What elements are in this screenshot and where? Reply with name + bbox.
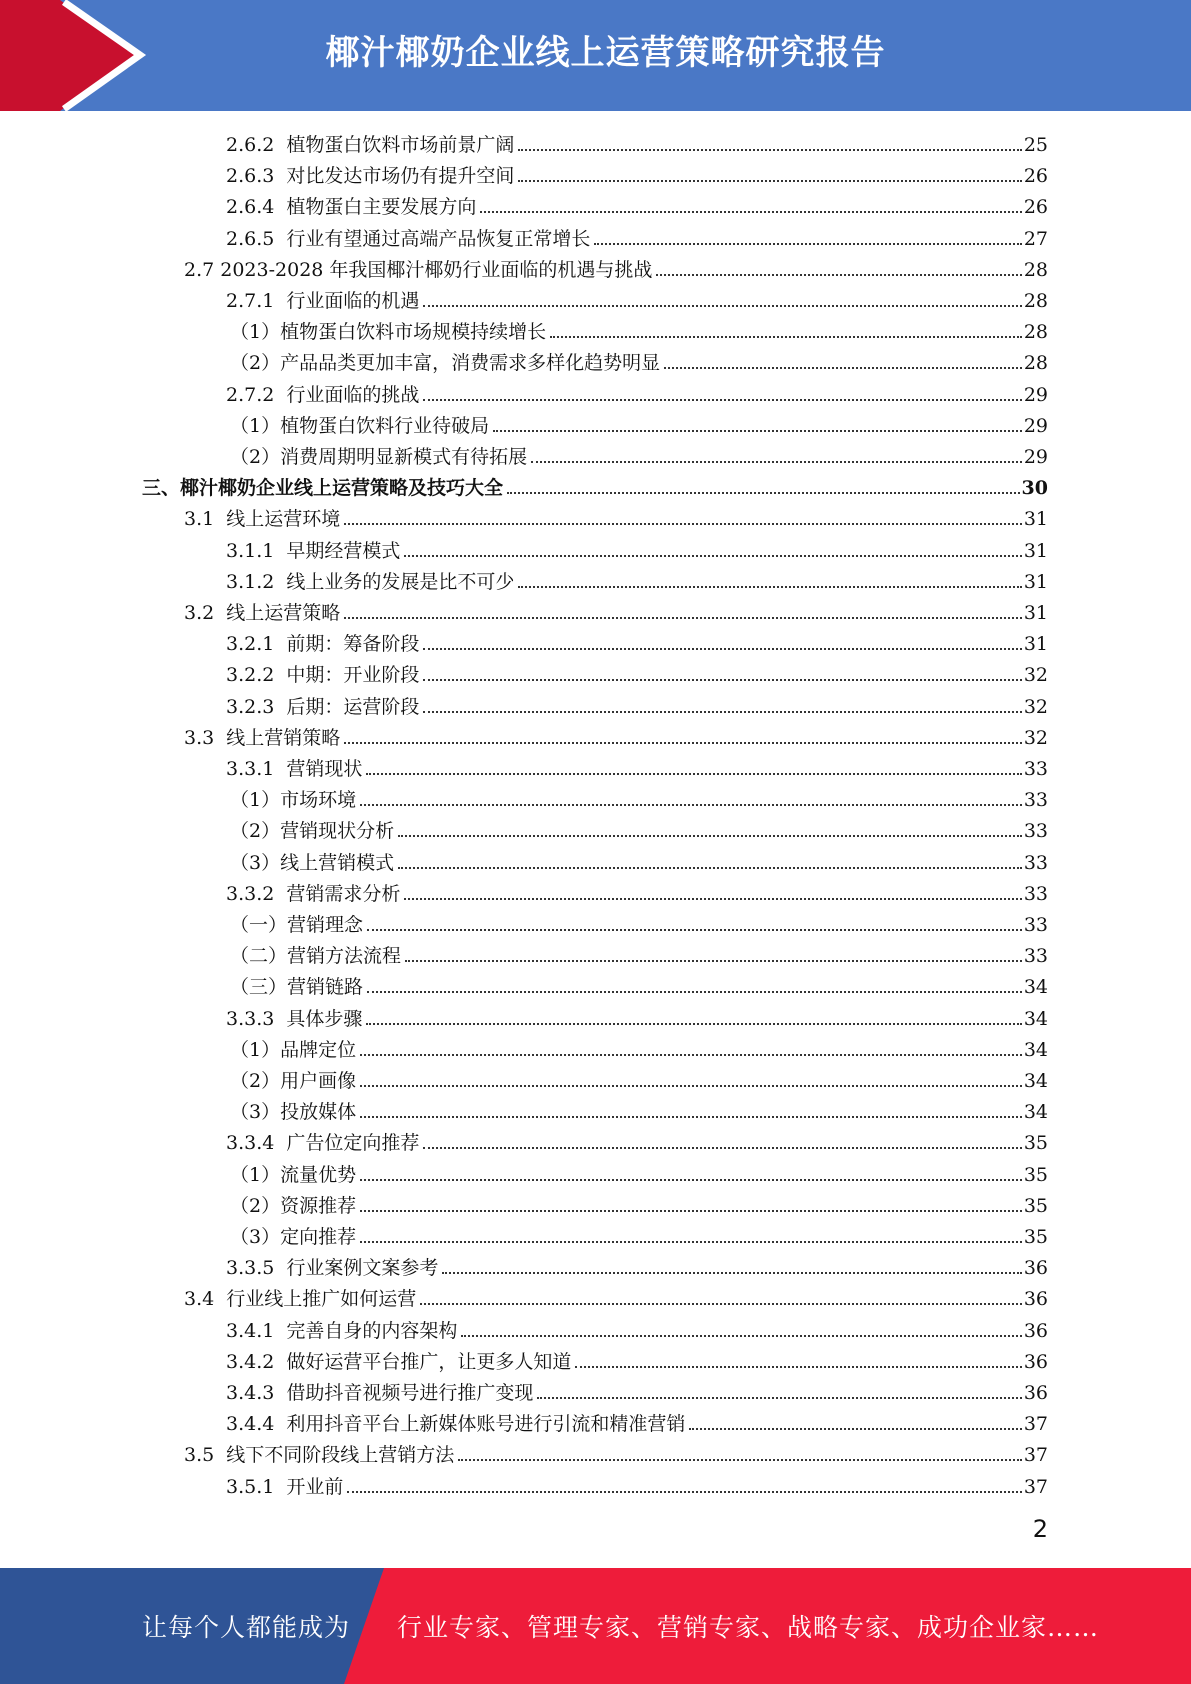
toc-entry[interactable] [184, 1436, 1048, 1467]
toc-leader-dots [347, 1491, 1021, 1493]
toc-leader-dots [518, 180, 1021, 182]
toc-leader-dots [360, 1116, 1022, 1118]
toc-entry-page: 30 [1021, 477, 1048, 500]
toc-entry-page: 36 [1023, 1382, 1048, 1404]
toc-entry-label: （2）营销现状分析 [230, 820, 395, 843]
toc-entry-page: 31 [1023, 602, 1048, 624]
toc-entry-label: 2.6.3 对比发达市场仍有提升空间 [226, 165, 515, 188]
toc-leader-dots [344, 617, 1022, 619]
toc-leader-dots [360, 1179, 1022, 1181]
toc-entry[interactable] [226, 1312, 1048, 1343]
toc-entry-label: 3.1.1 早期经营模式 [226, 539, 401, 562]
toc-leader-dots [458, 1459, 1022, 1461]
toc-entry-page: 31 [1023, 508, 1048, 531]
toc-entry-page: 31 [1023, 633, 1048, 656]
toc-entry-page: 29 [1023, 383, 1048, 406]
toc-leader-dots [423, 1147, 1021, 1149]
toc-leader-dots [360, 1210, 1022, 1212]
toc-entry-page: 32 [1023, 726, 1048, 749]
toc-leader-dots [689, 1428, 1021, 1430]
toc-entry[interactable] [184, 500, 1048, 531]
toc-entry-label: 3.3.5 行业案例文案参考 [226, 1257, 439, 1280]
toc-entry[interactable] [226, 656, 1048, 687]
toc-entry[interactable] [230, 1156, 1048, 1187]
toc-entry[interactable] [230, 781, 1048, 812]
toc-leader-dots [656, 274, 1021, 276]
report-title: 椰汁椰奶企业线上运营策略研究报告 [325, 33, 886, 73]
toc-leader-dots [367, 991, 1022, 993]
toc-entry-page: 37 [1023, 1413, 1048, 1436]
toc-entry[interactable] [230, 407, 1048, 438]
toc-entry[interactable] [230, 968, 1048, 999]
toc-entry[interactable] [226, 188, 1048, 219]
toc-entry-page: 33 [1023, 789, 1048, 812]
toc-entry-label: （3）定向推荐 [230, 1226, 357, 1248]
toc-leader-dots [537, 1397, 1021, 1399]
toc-entry-page: 36 [1023, 1350, 1048, 1373]
toc-entry[interactable] [226, 282, 1048, 313]
toc-entry[interactable] [226, 563, 1048, 594]
toc-leader-dots [398, 835, 1022, 837]
toc-entry-page: 27 [1023, 227, 1048, 250]
toc-entry-page: 28 [1023, 290, 1048, 312]
toc-entry-label: （1）植物蛋白饮料市场规模持续增长 [230, 321, 547, 344]
toc-entry[interactable] [230, 313, 1048, 344]
toc-entry-label: 3.5.1 开业前 [226, 1475, 344, 1498]
toc-leader-dots [405, 960, 1022, 962]
toc-entry[interactable] [226, 126, 1048, 157]
toc-entry-label: （2）产品品类更加丰富，消费需求多样化趋势明显 [230, 352, 661, 375]
toc-entry-page: 34 [1023, 1070, 1048, 1092]
toc-leader-dots [575, 1366, 1021, 1368]
toc-entry-page: 35 [1023, 1226, 1048, 1248]
toc-entry[interactable] [226, 1124, 1048, 1155]
toc-entry-label: （三）营销链路 [230, 976, 364, 999]
toc-entry[interactable] [230, 1093, 1048, 1124]
toc-entry[interactable] [230, 1031, 1048, 1062]
toc-entry[interactable] [226, 220, 1048, 251]
toc-entry-label: 2.7 2023-2028 年我国椰汁椰奶行业面临的机遇与挑战 [184, 258, 653, 281]
toc-leader-dots [550, 336, 1022, 338]
toc-entry[interactable] [226, 750, 1048, 781]
toc-leader-dots [423, 711, 1021, 713]
toc-entry-page: 34 [1023, 1101, 1048, 1124]
toc-entry[interactable] [226, 625, 1048, 656]
toc-entry[interactable] [230, 344, 1048, 375]
toc-entry-page: 28 [1023, 321, 1048, 344]
toc-entry-page: 25 [1023, 134, 1048, 156]
toc-entry-page: 33 [1023, 851, 1048, 874]
toc-entry-label: 3.3.1 营销现状 [226, 758, 363, 780]
toc-entry-page: 32 [1023, 695, 1048, 718]
toc-entry-label: （1）流量优势 [230, 1163, 357, 1186]
page-header [0, 0, 1191, 111]
toc-entry-page: 32 [1023, 664, 1048, 687]
toc-entry-label: 3.1.2 线上业务的发展是比不可少 [226, 570, 515, 593]
toc-entry[interactable] [226, 532, 1048, 563]
toc-leader-dots [360, 1085, 1022, 1087]
toc-entry-label: （3）投放媒体 [230, 1101, 357, 1124]
toc-entry-label: 3.4.3 借助抖音视频号进行推广变现 [226, 1382, 534, 1404]
toc-entry-page: 34 [1023, 1007, 1048, 1030]
toc-entry-label: 2.7.1 行业面临的机遇 [226, 290, 420, 312]
toc-entry-label: 3.4.4 利用抖音平台上新媒体账号进行引流和精准营销 [226, 1413, 686, 1436]
toc-entry-label: （二）营销方法流程 [230, 945, 402, 968]
toc-entry[interactable] [226, 1374, 1048, 1405]
toc-entry-page: 35 [1023, 1194, 1048, 1217]
footer-slogan-left: 让每个人都能成为 [142, 1613, 351, 1642]
toc-entry-page: 33 [1023, 914, 1048, 936]
toc-entry[interactable] [230, 438, 1048, 469]
toc-entry-page: 35 [1023, 1132, 1048, 1155]
toc-entry-label: （1）品牌定位 [230, 1038, 357, 1061]
toc-leader-dots [420, 1303, 1022, 1305]
toc-entry-page: 37 [1023, 1444, 1048, 1467]
toc-entry-page: 33 [1023, 820, 1048, 843]
toc-leader-dots [664, 367, 1022, 369]
toc-entry-label: 3.5 线下不同阶段线上营销方法 [184, 1444, 455, 1467]
toc-leader-dots [493, 430, 1022, 432]
toc-entry[interactable] [230, 1218, 1048, 1249]
toc-entry-page: 36 [1023, 1319, 1048, 1342]
toc-leader-dots [518, 149, 1021, 151]
toc-leader-dots [507, 492, 1020, 494]
toc-entry-label: 3.4 行业线上推广如何运营 [184, 1288, 417, 1311]
toc-entry[interactable] [230, 844, 1048, 875]
toc-entry[interactable] [230, 906, 1048, 937]
toc-leader-dots [344, 742, 1022, 744]
toc-leader-dots [366, 1023, 1021, 1025]
toc-entry-page: 35 [1023, 1163, 1048, 1186]
toc-entry-label: 3.2 线上运营策略 [184, 602, 341, 624]
toc-leader-dots [404, 555, 1021, 557]
toc-entry[interactable] [230, 812, 1048, 843]
toc-entry-label: （1）市场环境 [230, 789, 357, 812]
toc-leader-dots [360, 1054, 1022, 1056]
toc-entry-label: 三、椰汁椰奶企业线上运营策略及技巧大全 [142, 477, 504, 500]
toc-leader-dots [404, 898, 1021, 900]
toc-entry-label: 3.3 线上营销策略 [184, 726, 341, 749]
toc-entry-page: 31 [1023, 539, 1048, 562]
toc-entry[interactable] [184, 719, 1048, 750]
footer-slogan-right: 行业专家、管理专家、营销专家、战略专家、成功企业家…… [397, 1613, 1100, 1642]
toc-entry-page: 33 [1023, 882, 1048, 905]
toc-entry-page: 26 [1023, 165, 1048, 188]
toc-entry-page: 36 [1023, 1257, 1048, 1280]
toc-leader-dots [518, 586, 1021, 588]
toc-entry-label: 3.1 线上运营环境 [184, 508, 341, 531]
toc-entry-label: 2.6.4 植物蛋白主要发展方向 [226, 196, 477, 219]
toc-entry[interactable] [226, 157, 1048, 188]
toc-entry-label: （3）线上营销模式 [230, 851, 395, 874]
toc-entry-page: 29 [1023, 414, 1048, 437]
toc-entry-page: 28 [1023, 352, 1048, 375]
toc-entry[interactable] [226, 1249, 1048, 1280]
toc-entry-page: 33 [1023, 758, 1048, 780]
page-number: 2 [1032, 1515, 1048, 1543]
toc-leader-dots [442, 1272, 1021, 1274]
toc-entry-label: 3.3.2 营销需求分析 [226, 882, 401, 905]
toc-entry-label: 3.2.2 中期：开业阶段 [226, 664, 420, 687]
toc-leader-dots [423, 679, 1021, 681]
toc-leader-dots [423, 648, 1021, 650]
toc-entry[interactable] [184, 594, 1048, 625]
toc-leader-dots [344, 523, 1022, 525]
toc-entry[interactable] [226, 376, 1048, 407]
toc-entry-label: （2）消费周期明显新模式有待拓展 [230, 446, 528, 468]
toc-leader-dots [531, 461, 1022, 463]
toc-entry-page: 34 [1023, 1038, 1048, 1061]
toc-entry-label: 2.6.2 植物蛋白饮料市场前景广阔 [226, 134, 515, 156]
toc-entry[interactable] [184, 251, 1048, 282]
toc-leader-dots [367, 929, 1022, 931]
toc-entry[interactable] [142, 469, 1048, 500]
toc-entry-label: （2）资源推荐 [230, 1194, 357, 1217]
toc-entry-label: 3.2.3 后期：运营阶段 [226, 695, 420, 718]
toc-entry[interactable] [226, 1343, 1048, 1374]
toc-entry[interactable] [226, 875, 1048, 906]
toc-leader-dots [398, 867, 1022, 869]
toc-leader-dots [423, 399, 1021, 401]
toc-entry-page: 37 [1023, 1475, 1048, 1498]
toc-entry-page: 31 [1023, 570, 1048, 593]
toc-entry[interactable] [226, 1405, 1048, 1436]
toc-entry[interactable] [226, 688, 1048, 719]
toc-entry-label: （2）用户画像 [230, 1070, 357, 1092]
toc-leader-dots [594, 243, 1021, 245]
toc-entry-page: 28 [1023, 258, 1048, 281]
toc-entry-label: 3.3.3 具体步骤 [226, 1007, 363, 1030]
toc-entry[interactable] [230, 937, 1048, 968]
toc-leader-dots [360, 804, 1022, 806]
toc-leader-dots [423, 305, 1021, 307]
toc-entry[interactable] [230, 1062, 1048, 1093]
toc-entry-label: （1）植物蛋白饮料行业待破局 [230, 414, 490, 437]
toc-entry-label: 2.6.5 行业有望通过高端产品恢复正常增长 [226, 227, 591, 250]
toc-entry-label: 2.7.2 行业面临的挑战 [226, 383, 420, 406]
toc-entry[interactable] [226, 1000, 1048, 1031]
toc-leader-dots [461, 1335, 1021, 1337]
toc-entry-label: 3.2.1 前期：筹备阶段 [226, 633, 420, 656]
toc-leader-dots [366, 773, 1021, 775]
toc-entry-page: 29 [1023, 446, 1048, 468]
toc-entry[interactable] [230, 1187, 1048, 1218]
toc-leader-dots [360, 1241, 1022, 1243]
page-footer [0, 1568, 1191, 1684]
toc-entry-label: 3.4.2 做好运营平台推广，让更多人知道 [226, 1350, 572, 1373]
toc-entry[interactable] [184, 1280, 1048, 1311]
toc-entry-label: 3.4.1 完善自身的内容架构 [226, 1319, 458, 1342]
toc-entry-page: 33 [1023, 945, 1048, 968]
toc-entry-page: 26 [1023, 196, 1048, 219]
toc-entry-label: 3.3.4 广告位定向推荐 [226, 1132, 420, 1155]
toc-entry[interactable] [226, 1468, 1048, 1499]
toc-entry-label: （一）营销理念 [230, 914, 364, 936]
toc-entry-page: 34 [1023, 976, 1048, 999]
toc-leader-dots [480, 211, 1021, 213]
toc-entry-page: 36 [1023, 1288, 1048, 1311]
